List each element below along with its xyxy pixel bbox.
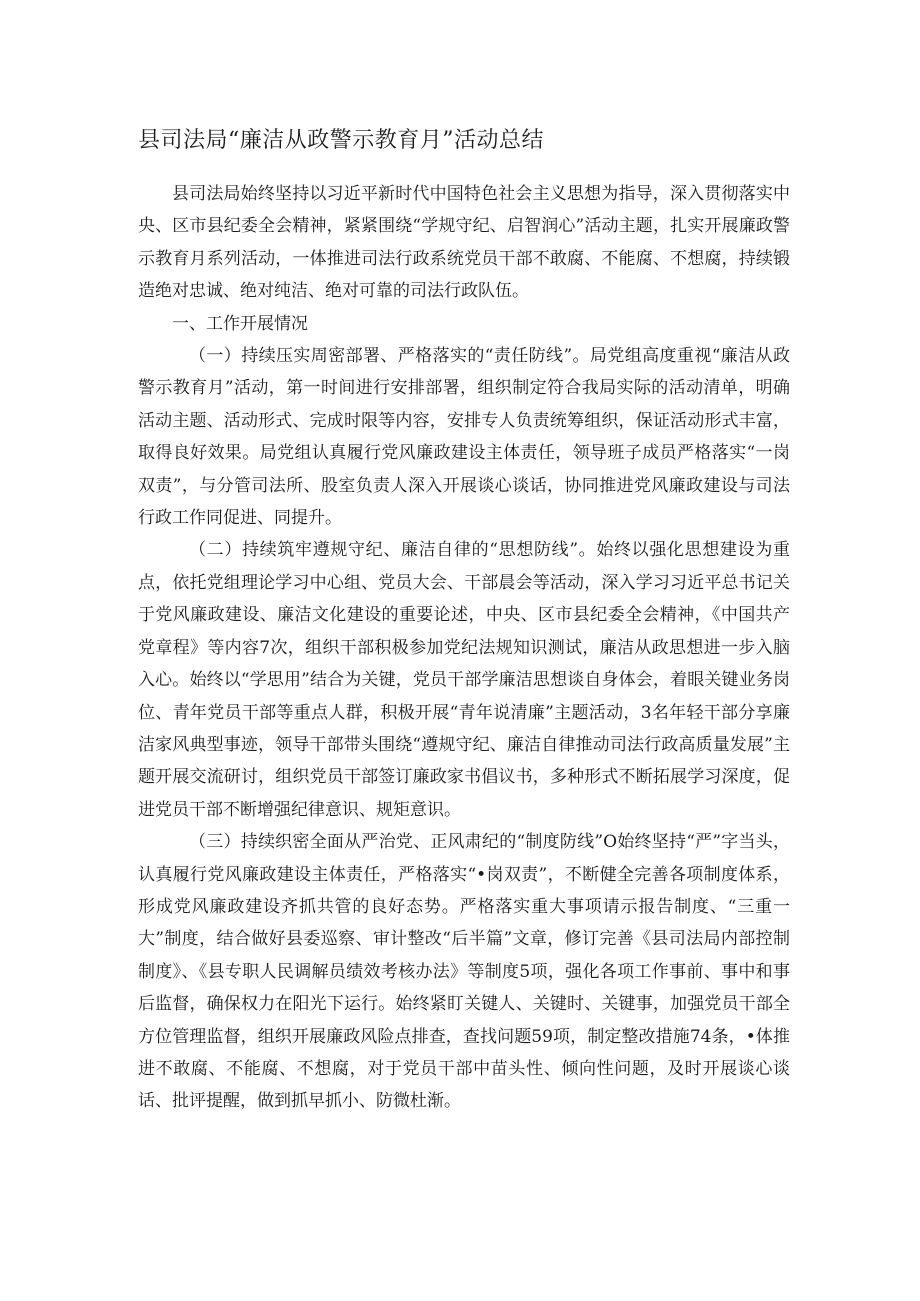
section-heading: 一、工作开展情况 xyxy=(172,313,308,334)
intro-paragraph: 县司法局始终坚持以习近平新时代中国特色社会主义思想为指导，深入贯彻落实中央、区市县纪委全会精神，紧紧围绕“学规守纪、启智润心”活动主题，扎实开展廉政警示教育月系列活动，一体推进司法行政系统党员干部不敢腐、不能腐、不想腐，持续锻造绝对忠诚、绝对纯洁、绝对可靠的司法行政队伍。 xyxy=(138,184,790,302)
document-body xyxy=(138,178,790,1118)
document-title: 县司法局“廉洁从政警示教育月”活动总结 xyxy=(138,128,544,153)
section-paragraph-1: （一）持续压实周密部署、严格落实的“责任防线”。局党组高度重视“廉洁从政警示教育月”活动，第一时间进行安排部署，组织制定符合我局实际的活动清单，明确活动主题、活动形式、完成时限等内容，安排专人负责统筹组织，保证活动形式丰富，取得良好效果。局党组认真履行党风廉政建设主体责任，领导班子成员严格落实“一岗双责”，与分管司法所、股室负责人深入开展谈心谈话，协同推进党风廉政建设与司法行政工作同促进、同提升。 xyxy=(138,346,790,529)
section-paragraph-2: （二）持续筑牢遵规守纪、廉洁自律的“思想防线”。始终以强化思想建设为重点，依托党组理论学习中心组、党员大会、干部晨会等活动，深入学习习近平总书记关于党风廉政建设、廉洁文化建设的重要论述，中央、区市县纪委全会精神，《中国共产党章程》等内容7次，组织干部积极参加党纪法规知识测试，廉洁从政思想进一步入脑入心。始终以“学思用”结合为关键，党员干部学廉洁思想谈自身体会，着眼关键业务岗位、青年党员干部等重点人群，积极开展“青年说清廉”主题活动，3名年轻干部分享廉洁家风典型事迹，领导干部带头围绕“遵规守纪、廉洁自律推动司法行政高质量发展”主题开展交流研讨，组织党员干部签订廉政家书倡议书，多种形式不断拓展学习深度，促进党员干部不断增强纪律意识、规矩意识。 xyxy=(138,540,790,820)
section-paragraph-3: （三）持续织密全面从严治党、正风肃纪的“制度防线”O始终坚持“严”字当头，认真履行党风廉政建设主体责任，严格落实“•岗双责”，不断健全完善各项制度体系，形成党风廉政建设齐抓共管的良好态势。严格落实重大事项请示报告制度、“三重一大”制度，结合做好县委巡察、审计整改“后半篇”文章，修订完善《县司法局内部控制制度》、《县专职人民调解员绩效考核办法》等制度5项，强化各项工作事前、事中和事后监督，确保权力在阳光下运行。始终紧盯关键人、关键时、关键事，加强党员干部全方位管理监督，组织开展廉政风险点排查，查找问题59项，制定整改措施74条，•体推进不敢腐、不能腐、不想腐，对于党员干部中苗头性、倾向性问题，及时开展谈心谈话、批评提醒，做到抓早抓小、防微杜渐。 xyxy=(138,832,790,1112)
